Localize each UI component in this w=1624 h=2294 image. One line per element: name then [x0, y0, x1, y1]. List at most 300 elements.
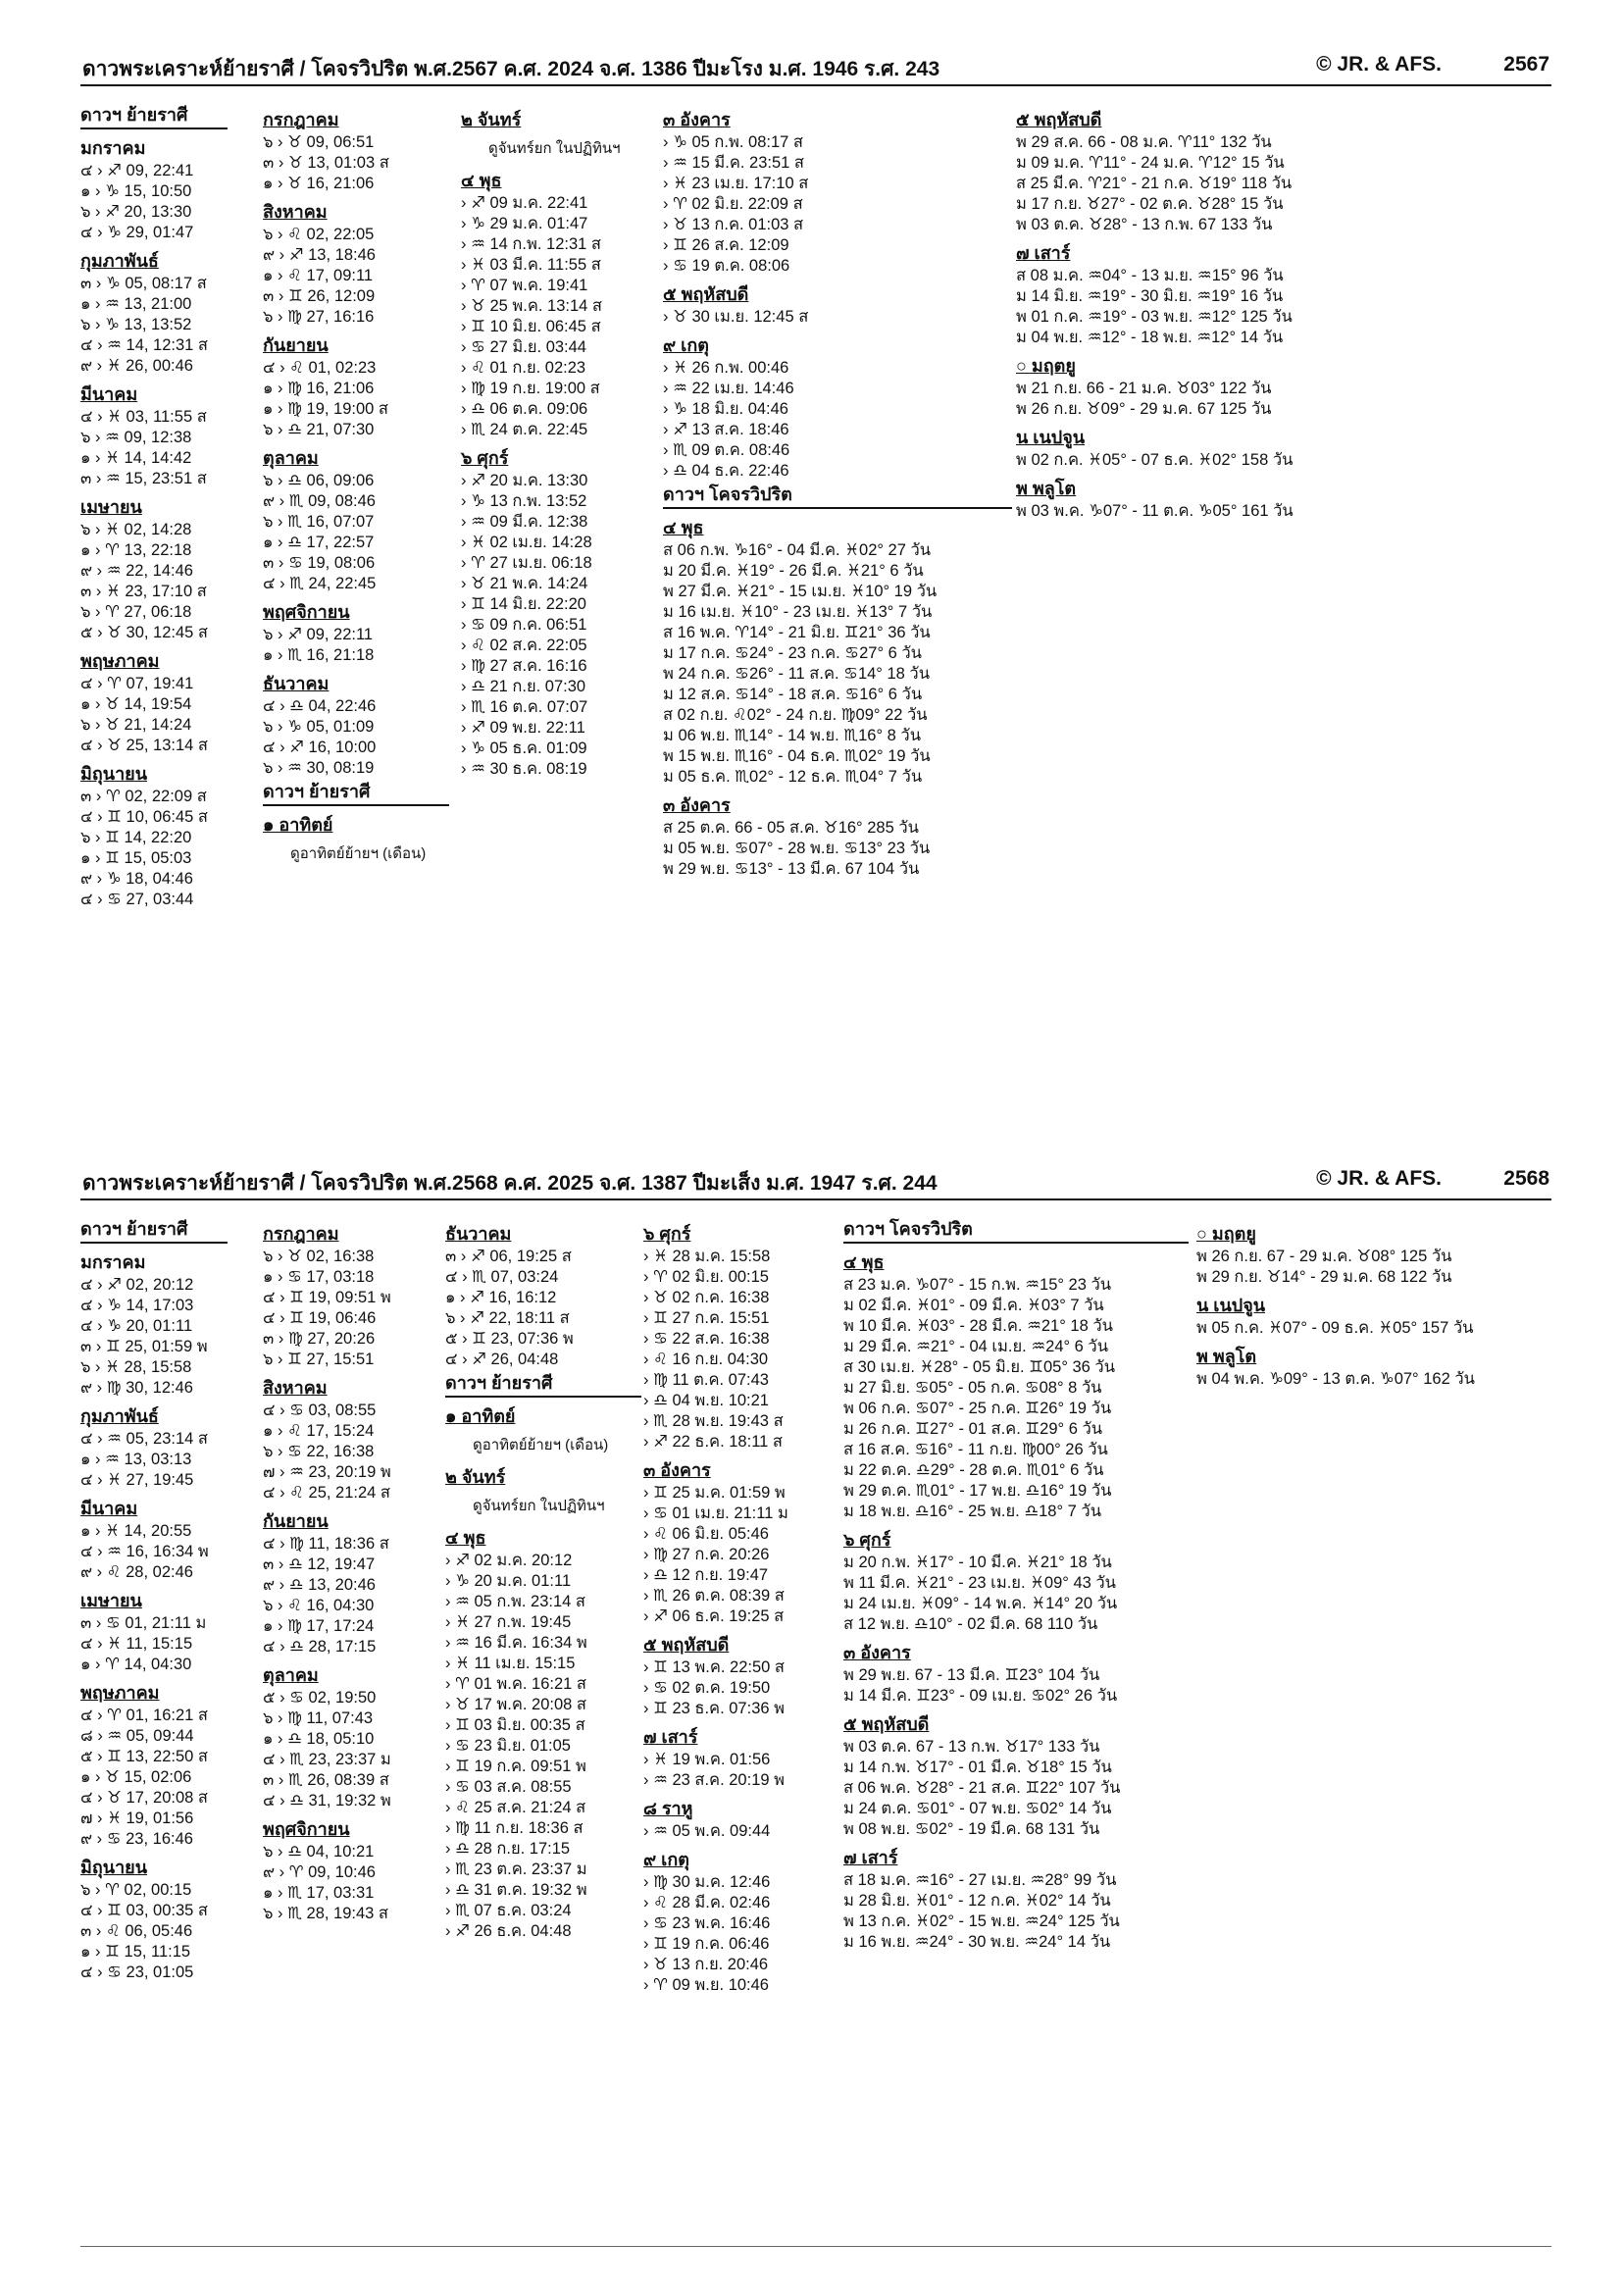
- subsection-label: มิถุนายน: [80, 1858, 148, 1877]
- ephemeris-entry: › ♋ 19 ต.ค. 08:06: [663, 257, 790, 275]
- ephemeris-entry: พ 11 มี.ค. ♓21° - 23 เม.ย. ♓09° 43 วัน: [843, 1574, 1116, 1592]
- subsection-label: ๖ ศุกร์: [461, 448, 509, 468]
- ephemeris-entry: ม 28 มิ.ย. ♓01° - 12 ก.ค. ♓02° 14 วัน: [843, 1892, 1111, 1910]
- ephemeris-entry: ๖ › ♊ 27, 15:51: [263, 1351, 375, 1368]
- subsection-label: มกราคม: [80, 1252, 146, 1272]
- ephemeris-entry: ๔ › ♐ 09, 22:41: [80, 162, 194, 179]
- ephemeris-entry: ๓ › ♊ 25, 01:59 พ: [80, 1338, 208, 1355]
- subsection-heading: [643, 1724, 830, 1750]
- ephemeris-entry: › ♏ 24 ต.ค. 22:45: [461, 421, 588, 438]
- ephemeris-entry: ๔ › ♊ 19, 06:46: [263, 1309, 377, 1327]
- subsection-heading: [263, 599, 449, 625]
- ephemeris-entry: › ♍ 30 ม.ค. 12:46: [643, 1873, 771, 1891]
- ephemeris-entry: พ 26 ก.ย. ♉09° - 29 ม.ค. 67 125 วัน: [1016, 400, 1272, 418]
- ephemeris-entry: ส 25 ต.ค. 66 - 05 ส.ค. ♉16° 285 วัน: [663, 819, 919, 837]
- ephemeris-entry: › ♍ 11 ก.ย. 18:36 ส: [445, 1819, 584, 1837]
- ephemeris-entry: › ♊ 23 ธ.ค. 07:36 พ: [643, 1700, 786, 1717]
- ephemeris-entry: ๔ › ♐ 26, 04:48: [445, 1351, 559, 1368]
- subsection-heading: [80, 494, 228, 520]
- ephemeris-entry: › ♉ 17 พ.ค. 20:08 ส: [445, 1696, 587, 1713]
- column-2: [263, 1216, 439, 1924]
- ephemeris-entry: ม 14 ก.พ. ♉17° - 01 มี.ค. ♉18° 15 วัน: [843, 1759, 1112, 1776]
- ephemeris-entry: ๔ › ♋ 27, 03:44: [80, 891, 194, 908]
- ephemeris-entry: พ 29 ส.ค. 66 - 08 ม.ค. ♈11° 132 วัน: [1016, 133, 1272, 151]
- ephemeris-entry: ๖ › ♑ 05, 01:09: [263, 718, 375, 736]
- ephemeris-entry: › ♏ 23 ต.ค. 23:37 ม: [445, 1861, 587, 1878]
- ephemeris-entry: › ♎ 04 ธ.ค. 22:46: [663, 462, 789, 480]
- subsection-label: ๕ พฤหัสบดี: [663, 284, 749, 304]
- ephemeris-entry: › ♊ 03 มิ.ย. 00:35 ส: [445, 1716, 585, 1734]
- column-4: [643, 1216, 830, 1996]
- ephemeris-entry: › ♓ 23 เม.ย. 17:10 ส: [663, 175, 809, 192]
- ephemeris-entry: › ♊ 27 ก.ค. 15:51: [643, 1309, 770, 1327]
- subsection-label: มีนาคม: [80, 384, 138, 404]
- ephemeris-entry: ๔ › ♋ 23, 01:05: [80, 1963, 194, 1981]
- ephemeris-entry: › ♉ 30 เม.ย. 12:45 ส: [663, 308, 809, 326]
- page-header: [80, 49, 1551, 86]
- ephemeris-entry: ๖ › ♎ 06, 09:06: [263, 472, 375, 489]
- ephemeris-entry: พ 26 ก.ย. 67 - 29 ม.ค. ♉08° 125 วัน: [1196, 1248, 1452, 1265]
- reference-note: ดูจันทร์ยก ในปฏิทินฯ: [473, 1498, 605, 1514]
- subsection-heading: [263, 199, 449, 225]
- ephemeris-entry: ๖ › ♊ 14, 22:20: [80, 829, 192, 846]
- subsection-label: ๙ เกตุ: [663, 335, 709, 355]
- page-header: [80, 1163, 1551, 1200]
- ephemeris-entry: › ♐ 02 ม.ค. 20:12: [445, 1552, 573, 1569]
- subsection-heading: [461, 445, 657, 471]
- ephemeris-entry: ม 05 ธ.ค. ♏02° - 12 ธ.ค. ♏04° 7 วัน: [663, 768, 923, 786]
- ephemeris-entry: › ♐ 20 ม.ค. 13:30: [461, 472, 588, 489]
- ephemeris-entry: › ♌ 28 มี.ค. 02:46: [643, 1894, 771, 1912]
- ephemeris-entry: พ 06 ก.ค. ♋07° - 25 ก.ค. ♊26° 19 วัน: [843, 1400, 1112, 1417]
- ephemeris-entry: ส 16 ส.ค. ♋16° - 11 ก.ย. ♍00° 26 วัน: [843, 1441, 1108, 1458]
- subsection-heading: [663, 515, 1012, 540]
- ephemeris-entry: › ♑ 13 ก.พ. 13:52: [461, 492, 587, 510]
- ephemeris-entry: ๖ › ♍ 11, 07:43: [263, 1709, 374, 1727]
- ephemeris-entry: ๔ › ♑ 29, 01:47: [80, 224, 194, 241]
- ephemeris-entry: พ 27 มี.ค. ♓21° - 15 เม.ย. ♓10° 19 วัน: [663, 583, 938, 600]
- subsection-label: ○ มฤตยู: [1196, 1224, 1256, 1244]
- ephemeris-entry: › ♍ 27 ก.ค. 20:26: [643, 1546, 770, 1563]
- subsection-label: กรกฎาคม: [263, 110, 339, 129]
- subsection-heading: [843, 1527, 1189, 1553]
- ephemeris-entry: ๔ › ♈ 07, 19:41: [80, 675, 194, 692]
- subsection-label: กันยายน: [263, 1511, 329, 1531]
- subsection-label: กุมภาพันธ์: [80, 251, 159, 271]
- ephemeris-entry: ม 22 ต.ค. ♎29° - 28 ต.ค. ♏01° 6 วัน: [843, 1461, 1104, 1479]
- ephemeris-entry: ๖ › ♉ 21, 14:24: [80, 716, 192, 734]
- ephemeris-entry: › ♓ 11 เม.ย. 15:15: [445, 1655, 576, 1672]
- subsection-label: สิงหาคม: [263, 202, 328, 222]
- ephemeris-entry: พ 02 ก.ค. ♓05° - 07 ธ.ค. ♓02° 158 วัน: [1016, 451, 1294, 469]
- ephemeris-entry: ๑ › ♉ 16, 21:06: [263, 175, 375, 192]
- subsection-heading: [80, 1855, 228, 1880]
- subsection-label: พ พลูโต: [1016, 479, 1077, 498]
- ephemeris-entry: ส 08 ม.ค. ♒04° - 13 ม.ย. ♒15° 96 วัน: [1016, 267, 1284, 284]
- ephemeris-entry: ๔ › ♈ 01, 16:21 ส: [80, 1707, 208, 1724]
- subsection-label: ๕ พฤหัสบดี: [1016, 110, 1102, 129]
- ephemeris-entry: › ♓ 28 ม.ค. 15:58: [643, 1248, 771, 1265]
- subsection-heading: [263, 1375, 439, 1401]
- ephemeris-entry: ๖ › ♌ 16, 04:30: [263, 1597, 375, 1614]
- ephemeris-entry: พ 15 พ.ย. ♏16° - 04 ธ.ค. ♏02° 19 วัน: [663, 747, 931, 765]
- subsection-heading: [1016, 107, 1438, 132]
- ephemeris-entry: ๔ › ♏ 24, 22:45: [263, 575, 377, 592]
- column-6: [1196, 1216, 1551, 1390]
- subsection-label: ธันวาคม: [445, 1224, 512, 1244]
- subsection-label: ๗ เสาร์: [643, 1727, 698, 1747]
- subsection-label: ๗ เสาร์: [1016, 243, 1071, 263]
- subsection-heading: [643, 1796, 830, 1821]
- ephemeris-entry: › ♍ 11 ต.ค. 07:43: [643, 1371, 769, 1389]
- ephemeris-entry: ๔ › ♏ 07, 03:24: [445, 1268, 559, 1286]
- subsection-label: ๒ จันทร์: [461, 110, 522, 129]
- ephemeris-entry: › ♋ 23 มิ.ย. 01:05: [445, 1737, 571, 1755]
- ephemeris-entry: › ♓ 03 มี.ค. 11:55 ส: [461, 256, 601, 274]
- ephemeris-entry: ๗ › ♒ 23, 20:19 พ: [263, 1463, 391, 1481]
- subsection-heading: [263, 1816, 439, 1842]
- ephemeris-entry: › ♏ 26 ต.ค. 08:39 ส: [643, 1587, 785, 1605]
- ephemeris-entry: พ 13 ก.ค. ♓02° - 15 พ.ย. ♒24° 125 วัน: [843, 1912, 1120, 1930]
- ephemeris-entry: › ♎ 06 ต.ค. 09:06: [461, 400, 588, 418]
- subsection-label: ๘ ราหู: [643, 1799, 693, 1818]
- copyright: © JR. & AFS.: [1316, 53, 1442, 76]
- ephemeris-entry: ๔ › ♓ 03, 11:55 ส: [80, 408, 207, 426]
- ephemeris-entry: ม 20 ก.พ. ♓17° - 10 มี.ค. ♓21° 18 วัน: [843, 1554, 1112, 1571]
- subsection-label: กรกฎาคม: [263, 1224, 339, 1244]
- subsection-label: ๑ อาทิตย์: [263, 815, 333, 835]
- subsection-heading: [80, 1249, 228, 1275]
- subsection-label: ๑ อาทิตย์: [445, 1406, 516, 1426]
- ephemeris-entry: › ♈ 07 พ.ค. 19:41: [461, 277, 588, 294]
- subsection-heading: [1196, 1293, 1551, 1318]
- subsection-label: น เนปจูน: [1016, 428, 1086, 447]
- ephemeris-entry: › ♋ 23 พ.ค. 16:46: [643, 1914, 771, 1932]
- ephemeris-entry: ๕ › ♋ 02, 19:50: [263, 1689, 377, 1707]
- ephemeris-entry: › ♋ 22 ส.ค. 16:38: [643, 1330, 770, 1348]
- ephemeris-entry: ๖ › ♍ 27, 16:16: [263, 308, 375, 326]
- ephemeris-entry: ๖ › ♐ 22, 18:11 ส: [445, 1309, 570, 1327]
- ephemeris-entry: ๕ › ♉ 30, 12:45 ส: [80, 624, 208, 641]
- ephemeris-entry: ๖ › ♈ 02, 00:15: [80, 1881, 192, 1899]
- subsection-heading: [643, 1221, 830, 1247]
- subsection-label: มิถุนายน: [80, 764, 148, 784]
- ephemeris-entry: พ 03 พ.ค. ♑07° - 11 ต.ค. ♑05° 161 วัน: [1016, 502, 1294, 520]
- ephemeris-entry: ๔ › ♑ 20, 01:11: [80, 1317, 193, 1335]
- ephemeris-entry: ๑ › ♍ 16, 21:06: [263, 380, 375, 397]
- column-3: [461, 102, 657, 780]
- ephemeris-page-2568: [80, 1163, 1551, 2213]
- subsection-heading: [263, 445, 449, 471]
- ephemeris-entry: ม 29 มี.ค. ♒21° - 04 เม.ย. ♒24° 6 วัน: [843, 1338, 1108, 1355]
- subsection-heading: [80, 1496, 228, 1521]
- ephemeris-entry: › ♑ 05 ธ.ค. 01:09: [461, 739, 587, 757]
- subsection-heading: [80, 1588, 228, 1613]
- subsection-heading: [1196, 1344, 1551, 1369]
- ephemeris-entry: ๑ › ♋ 17, 03:18: [263, 1268, 375, 1286]
- subsection-heading: [461, 107, 657, 132]
- ephemeris-entry: ๕ › ♊ 23, 07:36 พ: [445, 1330, 574, 1348]
- subsection-label: ๙ เกตุ: [643, 1850, 689, 1869]
- ephemeris-entry: ๙ › ♏ 09, 08:46: [263, 492, 376, 510]
- ephemeris-entry: ๔ › ♊ 19, 09:51 พ: [263, 1289, 391, 1306]
- ephemeris-entry: › ♐ 09 พ.ย. 22:11: [461, 719, 585, 737]
- ephemeris-entry: › ♌ 02 ส.ค. 22:05: [461, 637, 587, 654]
- ephemeris-entry: ๔ › ♎ 31, 19:32 พ: [263, 1792, 391, 1810]
- ephemeris-entry: › ♐ 13 ส.ค. 18:46: [663, 421, 789, 438]
- ephemeris-entry: ๑ › ♉ 14, 19:54: [80, 695, 192, 713]
- ephemeris-entry: › ♊ 25 ม.ค. 01:59 พ: [643, 1484, 786, 1502]
- ephemeris-entry: ๑ › ♌ 17, 09:11: [263, 267, 374, 284]
- ephemeris-entry: ๖ › ♎ 21, 07:30: [263, 421, 375, 438]
- subsection-heading: [445, 1525, 641, 1551]
- ephemeris-entry: ๑ › ♏ 16, 21:18: [263, 646, 375, 664]
- subsection-heading: [1016, 476, 1438, 501]
- ephemeris-entry: ๙ › ♓ 26, 00:46: [80, 357, 193, 375]
- ephemeris-entry: › ♑ 05 ก.พ. 08:17 ส: [663, 133, 803, 151]
- ephemeris-entry: › ♒ 05 พ.ค. 09:44: [643, 1822, 771, 1840]
- ephemeris-entry: ๔ › ♎ 04, 22:46: [263, 697, 377, 715]
- column-5: [1016, 102, 1438, 522]
- ephemeris-entry: พ 03 ต.ค. ♉28° - 13 ก.พ. 67 133 วัน: [1016, 216, 1273, 233]
- ephemeris-entry: › ♒ 14 ก.พ. 12:31 ส: [461, 235, 601, 253]
- ephemeris-entry: ๓ › ♋ 19, 08:06: [263, 554, 376, 572]
- ephemeris-entry: ๖ › ♓ 28, 15:58: [80, 1358, 192, 1376]
- ephemeris-entry: › ♌ 01 ก.ย. 02:23: [461, 359, 586, 377]
- subsection-heading: [263, 1508, 439, 1534]
- ephemeris-entry: ๖ › ♒ 09, 12:38: [80, 429, 192, 446]
- subsection-heading: [263, 1221, 439, 1247]
- subsection-heading: [663, 281, 1012, 307]
- subsection-label: มกราคม: [80, 138, 146, 158]
- ephemeris-entry: ส 25 มี.ค. ♈21° - 21 ก.ค. ♉19° 118 วัน: [1016, 175, 1293, 192]
- ephemeris-entry: ๔ › ♐ 02, 20:12: [80, 1276, 194, 1294]
- subsection-label: เมษายน: [80, 497, 142, 517]
- ephemeris-entry: ๓ › ♏ 26, 08:39 ส: [263, 1771, 389, 1789]
- subsection-heading: [843, 1845, 1189, 1870]
- ephemeris-entry: พ 29 พ.ย. ♋13° - 13 มี.ค. 67 104 วัน: [663, 860, 920, 878]
- ephemeris-entry: ๗ › ♓ 19, 01:56: [80, 1810, 194, 1827]
- subsection-label: ๓ อังคาร: [643, 1460, 711, 1480]
- ephemeris-entry: ๙ › ♈ 09, 10:46: [263, 1863, 376, 1881]
- ephemeris-entry: › ♐ 06 ธ.ค. 19:25 ส: [643, 1607, 785, 1625]
- ephemeris-entry: › ♑ 29 ม.ค. 01:47: [461, 215, 588, 232]
- ephemeris-entry: › ♈ 02 มิ.ย. 00:15: [643, 1268, 769, 1286]
- section-heading: ดาวฯ โคจรวิปริต: [843, 1216, 1189, 1244]
- column-2: [263, 102, 449, 873]
- ephemeris-entry: ๓ › ♉ 13, 01:03 ส: [263, 154, 389, 172]
- ephemeris-entry: ๓ › ♒ 15, 23:51 ส: [80, 470, 207, 487]
- ephemeris-entry: ๔ › ♌ 25, 21:24 ส: [263, 1484, 390, 1502]
- subsection-heading: [663, 107, 1012, 132]
- ephemeris-entry: ๖ › ♌ 02, 22:05: [263, 226, 375, 243]
- ephemeris-entry: ม 12 ส.ค. ♋14° - 18 ส.ค. ♋16° 6 วัน: [663, 686, 923, 703]
- ephemeris-entry: › ♒ 30 ธ.ค. 08:19: [461, 760, 587, 778]
- subsection-heading: [643, 1632, 830, 1657]
- ephemeris-entry: ๔ › ♐ 16, 10:00: [263, 739, 377, 756]
- reference-note: ดูอาทิตย์ย้ายฯ (เดือน): [473, 1437, 609, 1453]
- ephemeris-entry: ๑ › ♊ 15, 05:03: [80, 849, 192, 867]
- ephemeris-entry: ๑ › ♈ 14, 04:30: [80, 1656, 192, 1673]
- ephemeris-entry: ม 20 มี.ค. ♓19° - 26 มี.ค. ♓21° 6 วัน: [663, 562, 924, 580]
- ephemeris-entry: ม 17 ก.ค. ♋24° - 23 ก.ค. ♋27° 6 วัน: [663, 644, 922, 662]
- ephemeris-entry: › ♒ 15 มี.ค. 23:51 ส: [663, 154, 805, 172]
- ephemeris-entry: ๖ › ♒ 30, 08:19: [263, 759, 375, 777]
- subsection-heading: [843, 1640, 1189, 1665]
- subsection-label: ๓ อังคาร: [663, 795, 731, 815]
- ephemeris-entry: ๙ › ♎ 13, 20:46: [263, 1576, 376, 1594]
- column-1: [80, 102, 228, 910]
- ephemeris-entry: ๖ › ♓ 02, 14:28: [80, 521, 192, 538]
- ephemeris-entry: › ♊ 19 ก.ค. 09:51 พ: [445, 1758, 586, 1775]
- ephemeris-entry: › ♒ 23 ส.ค. 20:19 พ: [643, 1771, 786, 1789]
- ephemeris-entry: ๑ › ♑ 15, 10:50: [80, 182, 192, 200]
- ephemeris-entry: › ♋ 27 มิ.ย. 03:44: [461, 338, 586, 356]
- ephemeris-entry: ๓ › ♎ 12, 19:47: [263, 1555, 376, 1573]
- ephemeris-entry: › ♒ 16 มี.ค. 16:34 พ: [445, 1634, 587, 1652]
- ephemeris-entry: ๖ › ♐ 09, 22:11: [263, 626, 374, 643]
- page-title: ดาวพระเคราะห์ย้ายราศี / โคจรวิปริต พ.ศ.2568 ค.ศ. 2025 จ.ศ. 1387 ปีมะเส็ง ม.ศ. 1947 ร.ศ. 244: [82, 1172, 938, 1195]
- ephemeris-entry: › ♓ 19 พ.ค. 01:56: [643, 1751, 771, 1768]
- subsection-heading: [445, 1464, 641, 1490]
- subsection-heading: [80, 761, 228, 787]
- ephemeris-entry: ๑ › ♊ 15, 11:15: [80, 1943, 191, 1961]
- subsection-label: กุมภาพันธ์: [80, 1406, 159, 1426]
- ephemeris-entry: ม 14 มี.ค. ♊23° - 09 เม.ย. ♋02° 26 วัน: [843, 1687, 1118, 1705]
- ephemeris-entry: ๓ › ♌ 06, 05:46: [80, 1922, 193, 1940]
- ephemeris-entry: › ♉ 25 พ.ค. 13:14 ส: [461, 297, 603, 315]
- ephemeris-entry: ๓ › ♍ 27, 20:26: [263, 1330, 376, 1348]
- ephemeris-entry: ม 04 พ.ย. ♒12° - 18 พ.ย. ♒12° 14 วัน: [1016, 329, 1284, 346]
- subsection-heading: [263, 671, 449, 696]
- subsection-label: พฤษภาคม: [80, 1683, 160, 1703]
- ephemeris-entry: › ♍ 27 ส.ค. 16:16: [461, 657, 587, 675]
- ephemeris-entry: ๑ › ♓ 14, 20:55: [80, 1522, 192, 1540]
- subsection-heading: [1016, 425, 1438, 450]
- subsection-label: ๔ พุธ: [445, 1528, 486, 1548]
- ephemeris-entry: ๑ › ♈ 13, 22:18: [80, 541, 192, 559]
- ephemeris-entry: ม 24 เม.ย. ♓09° - 14 พ.ค. ♓14° 20 วัน: [843, 1595, 1118, 1612]
- ephemeris-entry: ม 26 ก.ค. ♊27° - 01 ส.ค. ♊29° 6 วัน: [843, 1420, 1103, 1438]
- subsection-label: ธันวาคม: [263, 674, 330, 693]
- ephemeris-entry: › ♒ 09 มี.ค. 12:38: [461, 513, 588, 531]
- subsection-heading: [80, 135, 228, 161]
- ephemeris-entry: ๑ › ♒ 13, 21:00: [80, 295, 192, 313]
- ephemeris-entry: › ♒ 05 ก.พ. 23:14 ส: [445, 1593, 585, 1610]
- subsection-heading: [445, 1403, 641, 1429]
- ephemeris-entry: ๓ › ♋ 01, 21:11 ม: [80, 1614, 207, 1632]
- ephemeris-entry: › ♊ 10 มิ.ย. 06:45 ส: [461, 318, 601, 335]
- subsection-label: ตุลาคม: [263, 1665, 319, 1685]
- subsection-label: ๒ จันทร์: [445, 1467, 506, 1487]
- ephemeris-entry: ๔ › ♒ 16, 16:34 พ: [80, 1543, 209, 1560]
- ephemeris-entry: ส 16 พ.ค. ♈14° - 21 มิ.ย. ♊21° 36 วัน: [663, 624, 931, 641]
- ephemeris-entry: พ 29 ก.ย. ♉14° - 29 ม.ค. 68 122 วัน: [1196, 1268, 1452, 1286]
- ephemeris-entry: › ♊ 14 มิ.ย. 22:20: [461, 595, 586, 613]
- ephemeris-entry: ๓ › ♑ 05, 08:17 ส: [80, 275, 207, 292]
- ephemeris-entry: ๖ › ♎ 04, 10:21: [263, 1843, 375, 1861]
- subsection-label: ๗ เสาร์: [843, 1848, 898, 1867]
- ephemeris-entry: ๖ › ♋ 22, 16:38: [263, 1443, 375, 1460]
- ephemeris-entry: › ♈ 02 มิ.ย. 22:09 ส: [663, 195, 803, 213]
- ephemeris-entry: › ♋ 03 ส.ค. 08:55: [445, 1778, 572, 1796]
- ephemeris-entry: ๙ › ♋ 23, 16:46: [80, 1830, 193, 1848]
- ephemeris-entry: ๔ › ♊ 10, 06:45 ส: [80, 808, 208, 826]
- ephemeris-entry: พ 29 พ.ย. 67 - 13 มี.ค. ♊23° 104 วัน: [843, 1666, 1100, 1684]
- ephemeris-entry: พ 08 พ.ย. ♋02° - 19 มี.ค. 68 131 วัน: [843, 1820, 1100, 1838]
- ephemeris-entry: ม 18 พ.ย. ♎16° - 25 พ.ย. ♎18° 7 วัน: [843, 1503, 1101, 1520]
- subsection-heading: [643, 1847, 830, 1872]
- ephemeris-entry: › ♏ 09 ต.ค. 08:46: [663, 441, 790, 459]
- ephemeris-entry: › ♈ 01 พ.ค. 16:21 ส: [445, 1675, 587, 1693]
- subsection-heading: [80, 382, 228, 407]
- ephemeris-entry: ๔ › ♊ 03, 00:35 ส: [80, 1902, 208, 1919]
- ephemeris-entry: ม 14 มิ.ย. ♒19° - 30 มิ.ย. ♒19° 16 วัน: [1016, 287, 1284, 305]
- ephemeris-entry: ๔ › ♏ 23, 23:37 ม: [263, 1751, 391, 1768]
- ephemeris-entry: ๑ › ♉ 15, 02:06: [80, 1768, 192, 1786]
- subsection-label: ๕ พฤหัสบดี: [843, 1714, 930, 1734]
- ephemeris-entry: › ♓ 27 ก.พ. 19:45: [445, 1613, 572, 1631]
- ephemeris-entry: › ♐ 22 ธ.ค. 18:11 ส: [643, 1433, 783, 1451]
- ephemeris-entry: ๔ › ♉ 17, 20:08 ส: [80, 1789, 208, 1807]
- ephemeris-entry: › ♉ 21 พ.ค. 14:24: [461, 575, 588, 592]
- ephemeris-entry: › ♌ 06 มิ.ย. 05:46: [643, 1525, 769, 1543]
- subsection-heading: [80, 648, 228, 674]
- copyright: © JR. & AFS.: [1316, 1167, 1442, 1190]
- subsection-heading: [80, 1403, 228, 1429]
- ephemeris-entry: › ♎ 12 ก.ย. 19:47: [643, 1566, 769, 1584]
- ephemeris-entry: ๔ › ♋ 03, 08:55: [263, 1402, 377, 1419]
- subsection-heading: [445, 1221, 641, 1247]
- ephemeris-entry: ๓ › ♓ 23, 17:10 ส: [80, 583, 207, 600]
- ephemeris-entry: ๔ › ♎ 28, 17:15: [263, 1638, 377, 1656]
- subsection-label: พฤษภาคม: [80, 651, 160, 671]
- ephemeris-entry: ๔ › ♉ 25, 13:14 ส: [80, 737, 208, 754]
- column-1: [80, 1216, 228, 1983]
- subsection-label: กันยายน: [263, 335, 329, 355]
- ephemeris-entry: ๖ › ♈ 27, 06:18: [80, 603, 192, 621]
- subsection-heading: [263, 812, 449, 838]
- ephemeris-entry: พ 10 มี.ค. ♓03° - 28 มี.ค. ♒21° 18 วัน: [843, 1317, 1113, 1335]
- subsection-label: ๔ พุธ: [843, 1252, 885, 1272]
- ephemeris-entry: ส 06 ก.พ. ♑16° - 04 มี.ค. ♓02° 27 วัน: [663, 541, 932, 559]
- ephemeris-entry: ๖ › ♉ 02, 16:38: [263, 1248, 375, 1265]
- ephemeris-entry: ๑ › ♓ 14, 14:42: [80, 449, 192, 467]
- ephemeris-entry: › ♑ 20 ม.ค. 01:11: [445, 1572, 572, 1590]
- ephemeris-entry: ๑ › ♍ 19, 19:00 ส: [263, 400, 388, 418]
- reference-note: ดูจันทร์ยก ในปฏิทินฯ: [488, 140, 621, 157]
- ephemeris-entry: พ 03 ต.ค. 67 - 13 ก.พ. ♉17° 133 วัน: [843, 1738, 1100, 1756]
- footer-divider: [80, 2246, 1551, 2247]
- ephemeris-entry: ๘ › ♒ 05, 09:44: [80, 1727, 194, 1745]
- subsection-heading: [263, 332, 449, 358]
- subsection-heading: [663, 332, 1012, 358]
- subsection-label: น เนปจูน: [1196, 1296, 1266, 1315]
- subsection-label: ตุลาคม: [263, 448, 319, 468]
- column-5: [843, 1216, 1189, 1953]
- subsection-heading: [663, 792, 1012, 818]
- subsection-heading: [263, 1662, 439, 1688]
- ephemeris-entry: ส 18 ม.ค. ♒16° - 27 เม.ย. ♒28° 99 วัน: [843, 1871, 1117, 1889]
- ephemeris-entry: ๖ › ♐ 20, 13:30: [80, 203, 192, 221]
- ephemeris-entry: › ♉ 13 ก.ย. 20:46: [643, 1956, 769, 1973]
- ephemeris-entry: ๔ › ♑ 14, 17:03: [80, 1297, 194, 1314]
- subsection-heading: [1016, 353, 1438, 379]
- ephemeris-entry: ๔ › ♓ 11, 15:15: [80, 1635, 193, 1653]
- ephemeris-entry: ๓ › ♈ 02, 22:09 ส: [80, 788, 207, 805]
- ephemeris-entry: ม 24 ต.ค. ♋01° - 07 พ.ย. ♋02° 14 วัน: [843, 1800, 1112, 1817]
- ephemeris-entry: พ 04 พ.ค. ♑09° - 13 ต.ค. ♑07° 162 วัน: [1196, 1370, 1475, 1388]
